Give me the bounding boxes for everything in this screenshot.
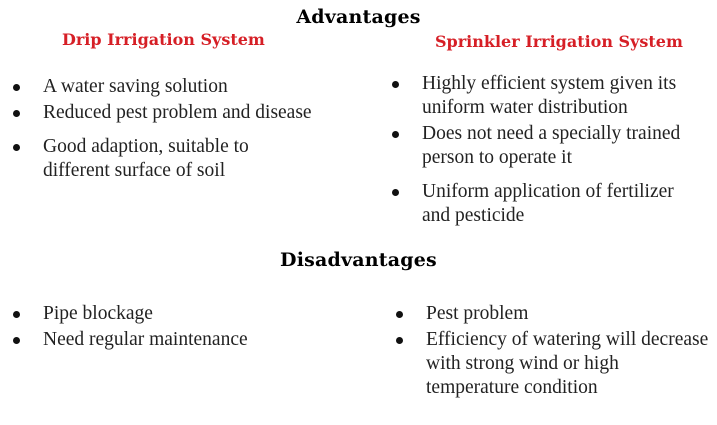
bullet-icon [13, 144, 20, 151]
list-item-text: Does not need a specially trained person to operate it [422, 123, 681, 168]
list-item [396, 328, 714, 400]
disadvantages-title: Disadvantages [280, 249, 437, 271]
list-item-text: Pipe blockage [43, 303, 153, 324]
drip-advantages-list [13, 75, 353, 183]
list-item [13, 328, 353, 352]
bullet-icon [13, 110, 20, 117]
list-item [392, 180, 697, 228]
list-item-text: Good adaption, suitable to different surface of soil [43, 136, 249, 181]
sprinkler-advantages-list [392, 72, 712, 230]
list-item [13, 101, 353, 125]
list-item-text: Efficiency of watering will decrease with strong wind or high temperature condition [426, 329, 709, 398]
list-item-text: Uniform application of fertilizer and pesticide [422, 181, 674, 226]
list-item-text: Reduced pest problem and disease [43, 102, 312, 123]
list-item [13, 302, 353, 326]
list-item [13, 75, 353, 99]
list-item-text: Pest problem [426, 303, 529, 324]
list-item-text: Need regular maintenance [43, 329, 248, 350]
drip-disadvantages-list [13, 302, 353, 354]
sprinkler-irrigation-heading: Sprinkler Irrigation System [435, 32, 683, 51]
bullet-icon [396, 311, 403, 318]
advantages-title: Advantages [296, 6, 421, 28]
list-item [392, 122, 712, 170]
bullet-icon [392, 131, 399, 138]
bullet-icon [392, 189, 399, 196]
drip-irrigation-heading: Drip Irrigation System [62, 30, 265, 49]
list-item-text: Highly efficient system given its uniform water distribution [422, 73, 677, 118]
list-item [13, 135, 278, 183]
bullet-icon [13, 84, 20, 91]
bullet-icon [13, 337, 20, 344]
sprinkler-disadvantages-list [396, 302, 714, 402]
list-item [392, 72, 712, 120]
bullet-icon [13, 311, 20, 318]
bullet-icon [392, 81, 399, 88]
list-item-text: A water saving solution [43, 76, 228, 97]
bullet-icon [396, 337, 403, 344]
list-item [396, 302, 714, 326]
